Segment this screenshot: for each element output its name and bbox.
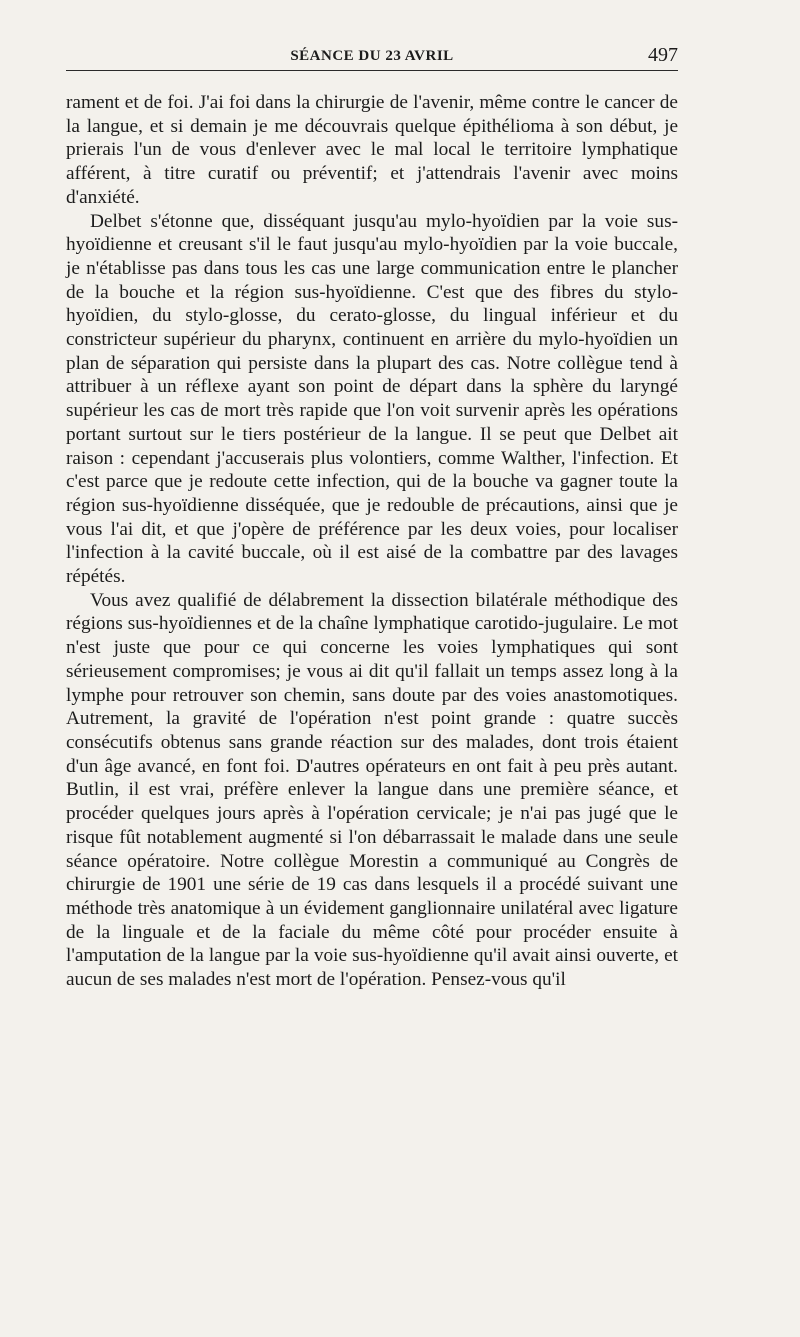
document-page [66, 40, 678, 992]
body-text [66, 91, 678, 992]
running-head: SÉANCE DU 23 AVRIL [290, 48, 454, 64]
page-header [66, 40, 678, 71]
paragraph-3: Vous avez qualifié de délabrement la dissection bilatérale méthodique des régions sus-hyoïdiennes et de la chaîne lymphatique carotido-jugulaire. Le mot n'est juste que pour ce qui concerne les voies lymphatiques qui sont sérieusement compromises; je vous ai dit qu'il fallait un temps assez long à la lymphe pour retrouver son chemin, sans doute par des voies anastomotiques. Autrement, la gravité de l'opération n'est point grande : quatre succès consécutifs obtenus sans grande réaction sur des malades, dont trois étaient d'un âge avancé, en font foi. D'autres opérateurs en ont fait à peu près autant. Butlin, il est vrai, préfère enlever la langue dans une première séance, et procéder quelques jours après à l'opération cervicale; je n'ai pas jugé que le risque fût notablement augmenté si l'on débarrassait le malade dans une seule séance opératoire. Notre collègue Morestin a communiqué au Congrès de chirurgie de 1901 une série de 19 cas dans lesquels il a procédé suivant une méthode très anatomique à un évidement ganglionnaire unilatéral avec ligature de la linguale et de la faciale du même côté pour procéder ensuite à l'amputation de la langue par la voie sus-hyoïdienne qu'il avait ainsi ouverte, et aucun de ses malades n'est mort de l'opération. Pensez-vous qu'il [66, 589, 678, 991]
paragraph-1: rament et de foi. J'ai foi dans la chirurgie de l'avenir, même contre le cancer de la langue, et si demain je me découvrais quelque épithélioma à son début, je prierais l'un de vous d'enlever avec le mal local le territoire lymphatique afférent, à titre curatif ou préventif; et j'attendrais l'avenir avec moins d'anxiété. [66, 92, 678, 208]
page-number: 497 [648, 44, 678, 66]
paragraph-2: Delbet s'étonne que, disséquant jusqu'au mylo-hyoïdien par la voie sus-hyoïdienne et creusant s'il le faut jusqu'au mylo-hyoïdien par la voie buccale, je n'établisse pas dans tous les cas une large communication entre le plancher de la bouche et la région sus-hyoïdienne. C'est que des fibres du stylo-hyoïdien, du stylo-glosse, du cerato-glosse, du lingual inférieur et du constricteur supérieur du pharynx, continuent en arrière du mylo-hyoïdien un plan de séparation qui persiste dans la plupart des cas. Notre collègue tend à attribuer à un réflexe ayant son point de départ dans la sphère du laryngé supérieur les cas de mort très rapide que l'on voit survenir après les opérations portant surtout sur le tiers postérieur de la langue. Il se peut que Delbet ait raison : cependant j'accuserais plus volontiers, comme Walther, l'infection. Et c'est parce que je redoute cette infection, qui de la bouche va gagner toute la région sus-hyoïdienne disséquée, que je redouble de précautions, ainsi que je vous l'ai dit, et que j'opère de préférence par les deux voies, pour localiser l'infection à la cavité buccale, où il est aisé de la combattre par des lavages répétés. [66, 210, 678, 588]
